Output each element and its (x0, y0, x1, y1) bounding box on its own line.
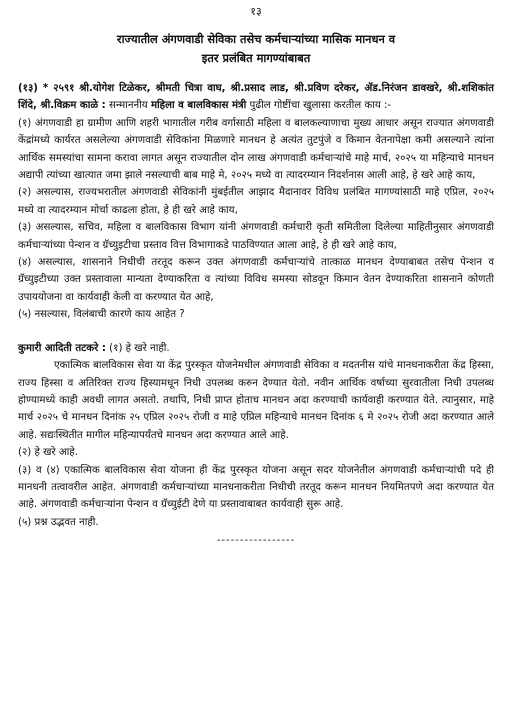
answer-speaker: कुमारी आदिती तटकरे : (18, 342, 106, 354)
answer-head (18, 340, 494, 357)
question-intro-rest: पुढील गोष्टींचा खुलासा करतील काय :- (249, 100, 392, 112)
answer-item-5: (५) प्रश्न उद्भवत नाही. (18, 516, 99, 528)
page-number: १३ (250, 5, 262, 18)
minister-title: महिला व बालविकास मंत्री (150, 100, 247, 112)
answer-block (18, 340, 494, 531)
question-members: श्री.योगेश टिळेकर, श्रीमती चित्रा वाघ, श्री.प्रसाद लाड, श्री.प्रविण दरेकर, ॲड.निरंजन डावखरे, श्री.शशिकांत शिंदे, श्री.विक्रम काळे : (18, 83, 494, 112)
answer-item-1: (१) हे खरे नाही. (109, 342, 170, 354)
question-title (18, 30, 494, 68)
question-number: (१३) * २५९१ (18, 83, 75, 94)
question-item-3: (३) असल्यास, सचिव, महिला व बालविकास विभाग यांनी अंगणवाडी कर्मचारी कृती समितीला दिलेल्या माहितीनुसार अंगणवाडी कर्मचाऱ्यांच्या पेन्शन व ग्रॅच्युइटीचा प्रस्ताव वित्त विभागाकडे पाठविण्यात आला आहे, हे ही खरे आहे काय, (18, 222, 494, 251)
question-item-1: (१) अंगणवाडी हा ग्रामीण आणि शहरी भागातील गरीब वर्गासाठी महिला व बालकल्याणाचा मुख्य आधार असून राज्यात अंगणवाडी केंद्रांमध्ये कार्यरत असलेल्या अंगणवाडी सेविकांना मिळणारे मानधन हे अत्यंत तुटपुंजे व किमान वेतनापेक्षा कमी असल्याने त्यांना आर्थिक समस्यांचा सामना करावा लागत असून राज्यातील दोन लाख अंगणवाडी कर्मचाऱ्यांचे माहे मार्च, २०२५ या महिन्याचे मानधन अद्यापी त्यांच्या खात्यात जमा झाले नसल्याची बाब माहे मे, २०२५ मध्ये वा त्यादरम्यान निदर्शनास आली आहे, हे खरे आहे काय, (18, 117, 494, 182)
question-item-2: (२) असल्यास, राज्यभरातील अंगणवाडी सेविकांनी मुंबईतील आझाद मैदानावर विविध प्रलंबित मागण्यांसाठी माहे एप्रिल, २०२५ मध्ये वा त्यादरम्यान मोर्चा काढला होता, हे ही खरे आहे काय, (18, 187, 494, 216)
title-line-1: राज्यातील अंगणवाडी सेविका तसेच कर्मचाऱ्यांच्या मासिक मानधन व (116, 32, 396, 46)
answer-item-3-4: (३) व (४) एकात्मिक बालविकास सेवा योजना ही केंद्र पुरस्कृत योजना असून सदर योजनेतील अंगणवाडी कर्मचाऱ्यांची पदे ही मानधनी तत्वावरील आहेत. अंगणवाडी कर्मचाऱ्यांच्या मानधनाकरीता निधीची तरतूद करून मानधन नियमितपणे अदा करण्यात येत आहे. अंगणवाडी कर्मचाऱ्यांना पेन्शन व ग्रॅच्युईटी देणे या प्रस्तावाबाबत कार्यवाही सुरू आहे. (18, 464, 494, 511)
question-item-5: (५) नसल्यास, विलंबाची कारणे काय आहेत ? (18, 309, 185, 321)
title-line-2: इतर प्रलंबित मागण्यांबाबत (201, 51, 311, 65)
addressee-prefix: सन्माननीय (108, 100, 148, 112)
separator-line: ----------------- (216, 535, 296, 547)
question-intro (18, 80, 494, 115)
question-item-4: (४) असल्यास, शासनाने निधीची तरतूद करून उक्त अंगणवाडी कर्मचाऱ्यांचे तात्काळ मानधन देण्याबाबत तसेच पेन्शन व ग्रॅच्युइटीच्या उक्त प्रस्तावाला मान्यता देण्याकरिता व त्यांच्या विविध समस्या सोडवून किमान वेतन देण्याकरिता शासनाने कोणती उपाययोजना वा कार्यवाही केली वा करण्यात येत आहे, (18, 257, 494, 303)
answer-paragraph: एकात्मिक बालविकास सेवा या केंद्र पुरस्कृत योजनेमधील अंगणवाडी सेविका व मदतनीस यांचे मानधनाकरीता केंद्र हिस्सा, राज्य हिस्सा व अतिरिक्त राज्य हिस्यामधून निधी उपलब्ध करुन देण्यात येतो. नवीन आर्थिक वर्षाच्या सुरवातीला निधी उपलब्ध होण्यामध्ये काही अवधी लागत असतो. तथापि, निधी प्राप्त होताच मानधन अदा करण्याची कार्यवाही करण्यात येते. त्यानुसार, माहे मार्च २०२५ चे मानधन दिनांक २५ एप्रिल २०२५ रोजी व माहे एप्रिल महिन्याचे मानधन दिनांक ६ मे २०२५ रोजी अदा करण्यात आले आहे. सद्यःस्थितीत मागील महिन्यापर्यंतचे मानधन अदा करण्यात आले आहे. (18, 360, 494, 441)
answer-item-2: (२) हे खरे आहे. (18, 447, 78, 459)
